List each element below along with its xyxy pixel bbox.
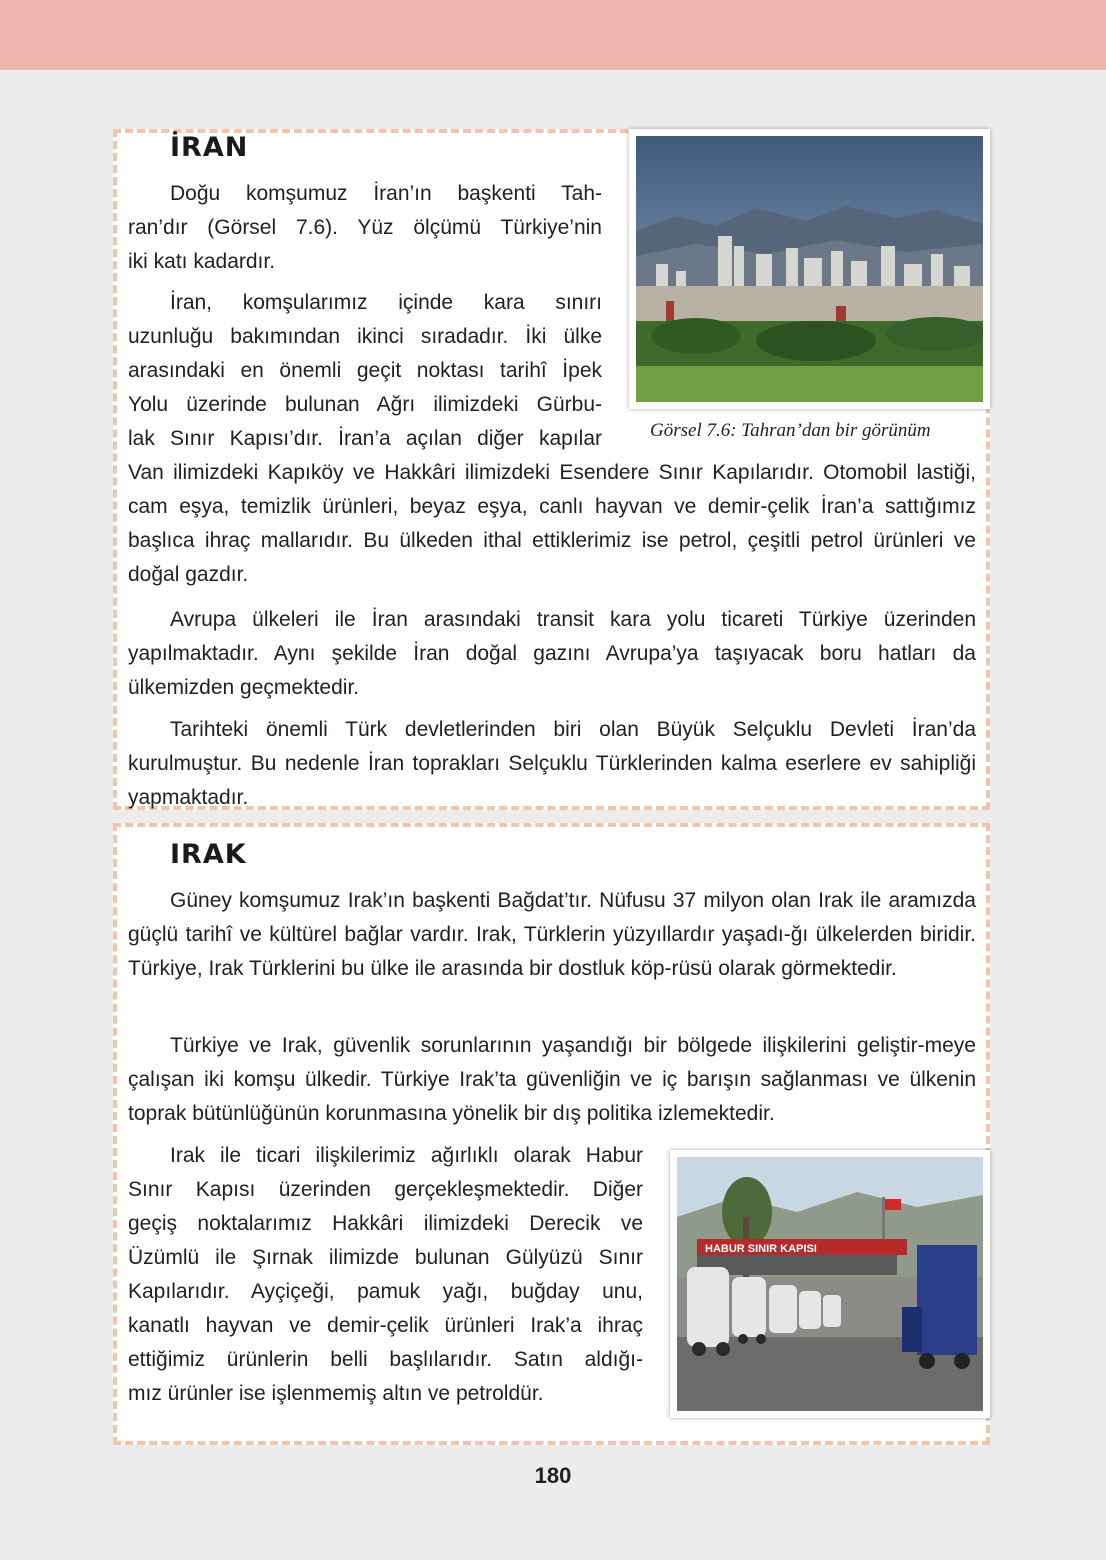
text-line: İran, komşularımız içinde kara sınırı <box>170 291 602 314</box>
tehran-photo-caption: Görsel 7.6: Tahran’dan bir görünüm <box>650 420 931 441</box>
iran-paragraph-2-continued: Van ilimizdeki Kapıköy ve Hakkâri ilimizdeki Esendere Sınır Kapılarıdır. Otomobil lastiği, cam eşya, temizlik ürünleri, beyaz eşya, canlı hayvan ve demir-çelik İran’a sattığımız başlıca ihraç mallarıdır. Bu ülkeden ithal ettiklerimiz ise petrol, çeşitli petrol ürünleri ve doğal gazdır. <box>128 461 976 586</box>
text-line: Kapılarıdır. Ayçiçeği, pamuk yağı, buğday unu, <box>128 1280 643 1303</box>
irak-heading: IRAK <box>170 839 247 870</box>
habur-sign-text: HABUR SINIR KAPISI <box>705 1243 817 1255</box>
iran-paragraph-2 <box>128 286 602 456</box>
text-line: Sınır Kapısı üzerinden gerçekleşmektedir. Diğer <box>128 1178 643 1201</box>
text-line: lak Sınır Kapısı’dır. İran’a açılan diğer kapılar <box>128 427 602 450</box>
top-header-band <box>0 0 1106 70</box>
text-line: Irak ile ticari ilişkilerimiz ağırlıklı olarak Habur <box>170 1144 643 1167</box>
text-line: mız ürünler ise işlenmemiş altın ve petroldür. <box>128 1382 544 1405</box>
text-line: ran’dır (Görsel 7.6). Yüz ölçümü Türkiye’nin <box>128 216 602 239</box>
tehran-cityscape-image <box>636 136 983 402</box>
iran-heading: İRAN <box>170 132 249 163</box>
text-line: uzunluğu bakımından ikinci sıradadır. İki ülke <box>128 325 602 348</box>
text-line: Doğu komşumuz İran’ın başkenti Tah- <box>170 182 602 205</box>
habur-border-gate-image <box>677 1157 983 1411</box>
page-number: 180 <box>534 1463 572 1488</box>
habur-border-gate-photo <box>670 1150 990 1418</box>
text-line: geçiş noktalarımız Hakkâri ilimizdeki Derecik ve <box>128 1212 643 1235</box>
irak-paragraph-3 <box>128 1139 643 1411</box>
text-line: Yolu üzerinde bulunan Ağrı ilimizdeki Gürbu- <box>128 393 602 416</box>
text-line: arasındaki en önemli geçit noktası tarihî İpek <box>128 359 602 382</box>
text-line: Üzümlü ile Şırnak ilimizde bulunan Gülyüzü Sınır <box>128 1246 643 1269</box>
irak-paragraph-1: Güney komşumuz Irak’ın başkenti Bağdat’tır. Nüfusu 37 milyon olan Irak ile aramızda güçlü tarihî ve kültürel bağlar vardır. Irak, Türklerin yüzyıllardır yaşadı-ğı ülkelerden biridir. Türkiye, Irak Türklerini bu ülke ile arasında bir dostluk köp-rüsü olarak görmektedir. <box>128 889 976 980</box>
tehran-photo <box>629 129 990 409</box>
text-line: ettiğimiz ürünlerin belli başlılarıdır. Satın aldığı- <box>128 1348 643 1371</box>
irak-paragraph-2: Türkiye ve Irak, güvenlik sorunlarının yaşandığı bir bölgede ilişkilerini geliştir-meye çalışan iki komşu ülkedir. Türkiye Irak’ta güvenliğin ve iç barışın sağlanması ve ülkenin toprak bütünlüğünün korunmasına yönelik bir dış politika izlemektedir. <box>128 1034 976 1125</box>
iran-paragraph-3: Avrupa ülkeleri ile İran arasındaki transit kara yolu ticareti Türkiye üzerinden yapılmaktadır. Aynı şekilde İran doğal gazını Avrupa’ya taşıyacak boru hatları da ülkemizden geçmektedir. <box>128 608 976 699</box>
text-line: kanatlı hayvan ve demir-çelik ürünleri Irak’a ihraç <box>128 1314 643 1337</box>
iran-paragraph-4: Tarihteki önemli Türk devletlerinden biri olan Büyük Selçuklu Devleti İran’da kurulmuştur. Bu nedenle İran toprakları Selçuklu Türklerinden kalma eserlere ev sahipliği yapmaktadır. <box>128 718 976 809</box>
text-line: iki katı kadardır. <box>128 250 276 273</box>
iran-paragraph-1 <box>128 177 602 279</box>
